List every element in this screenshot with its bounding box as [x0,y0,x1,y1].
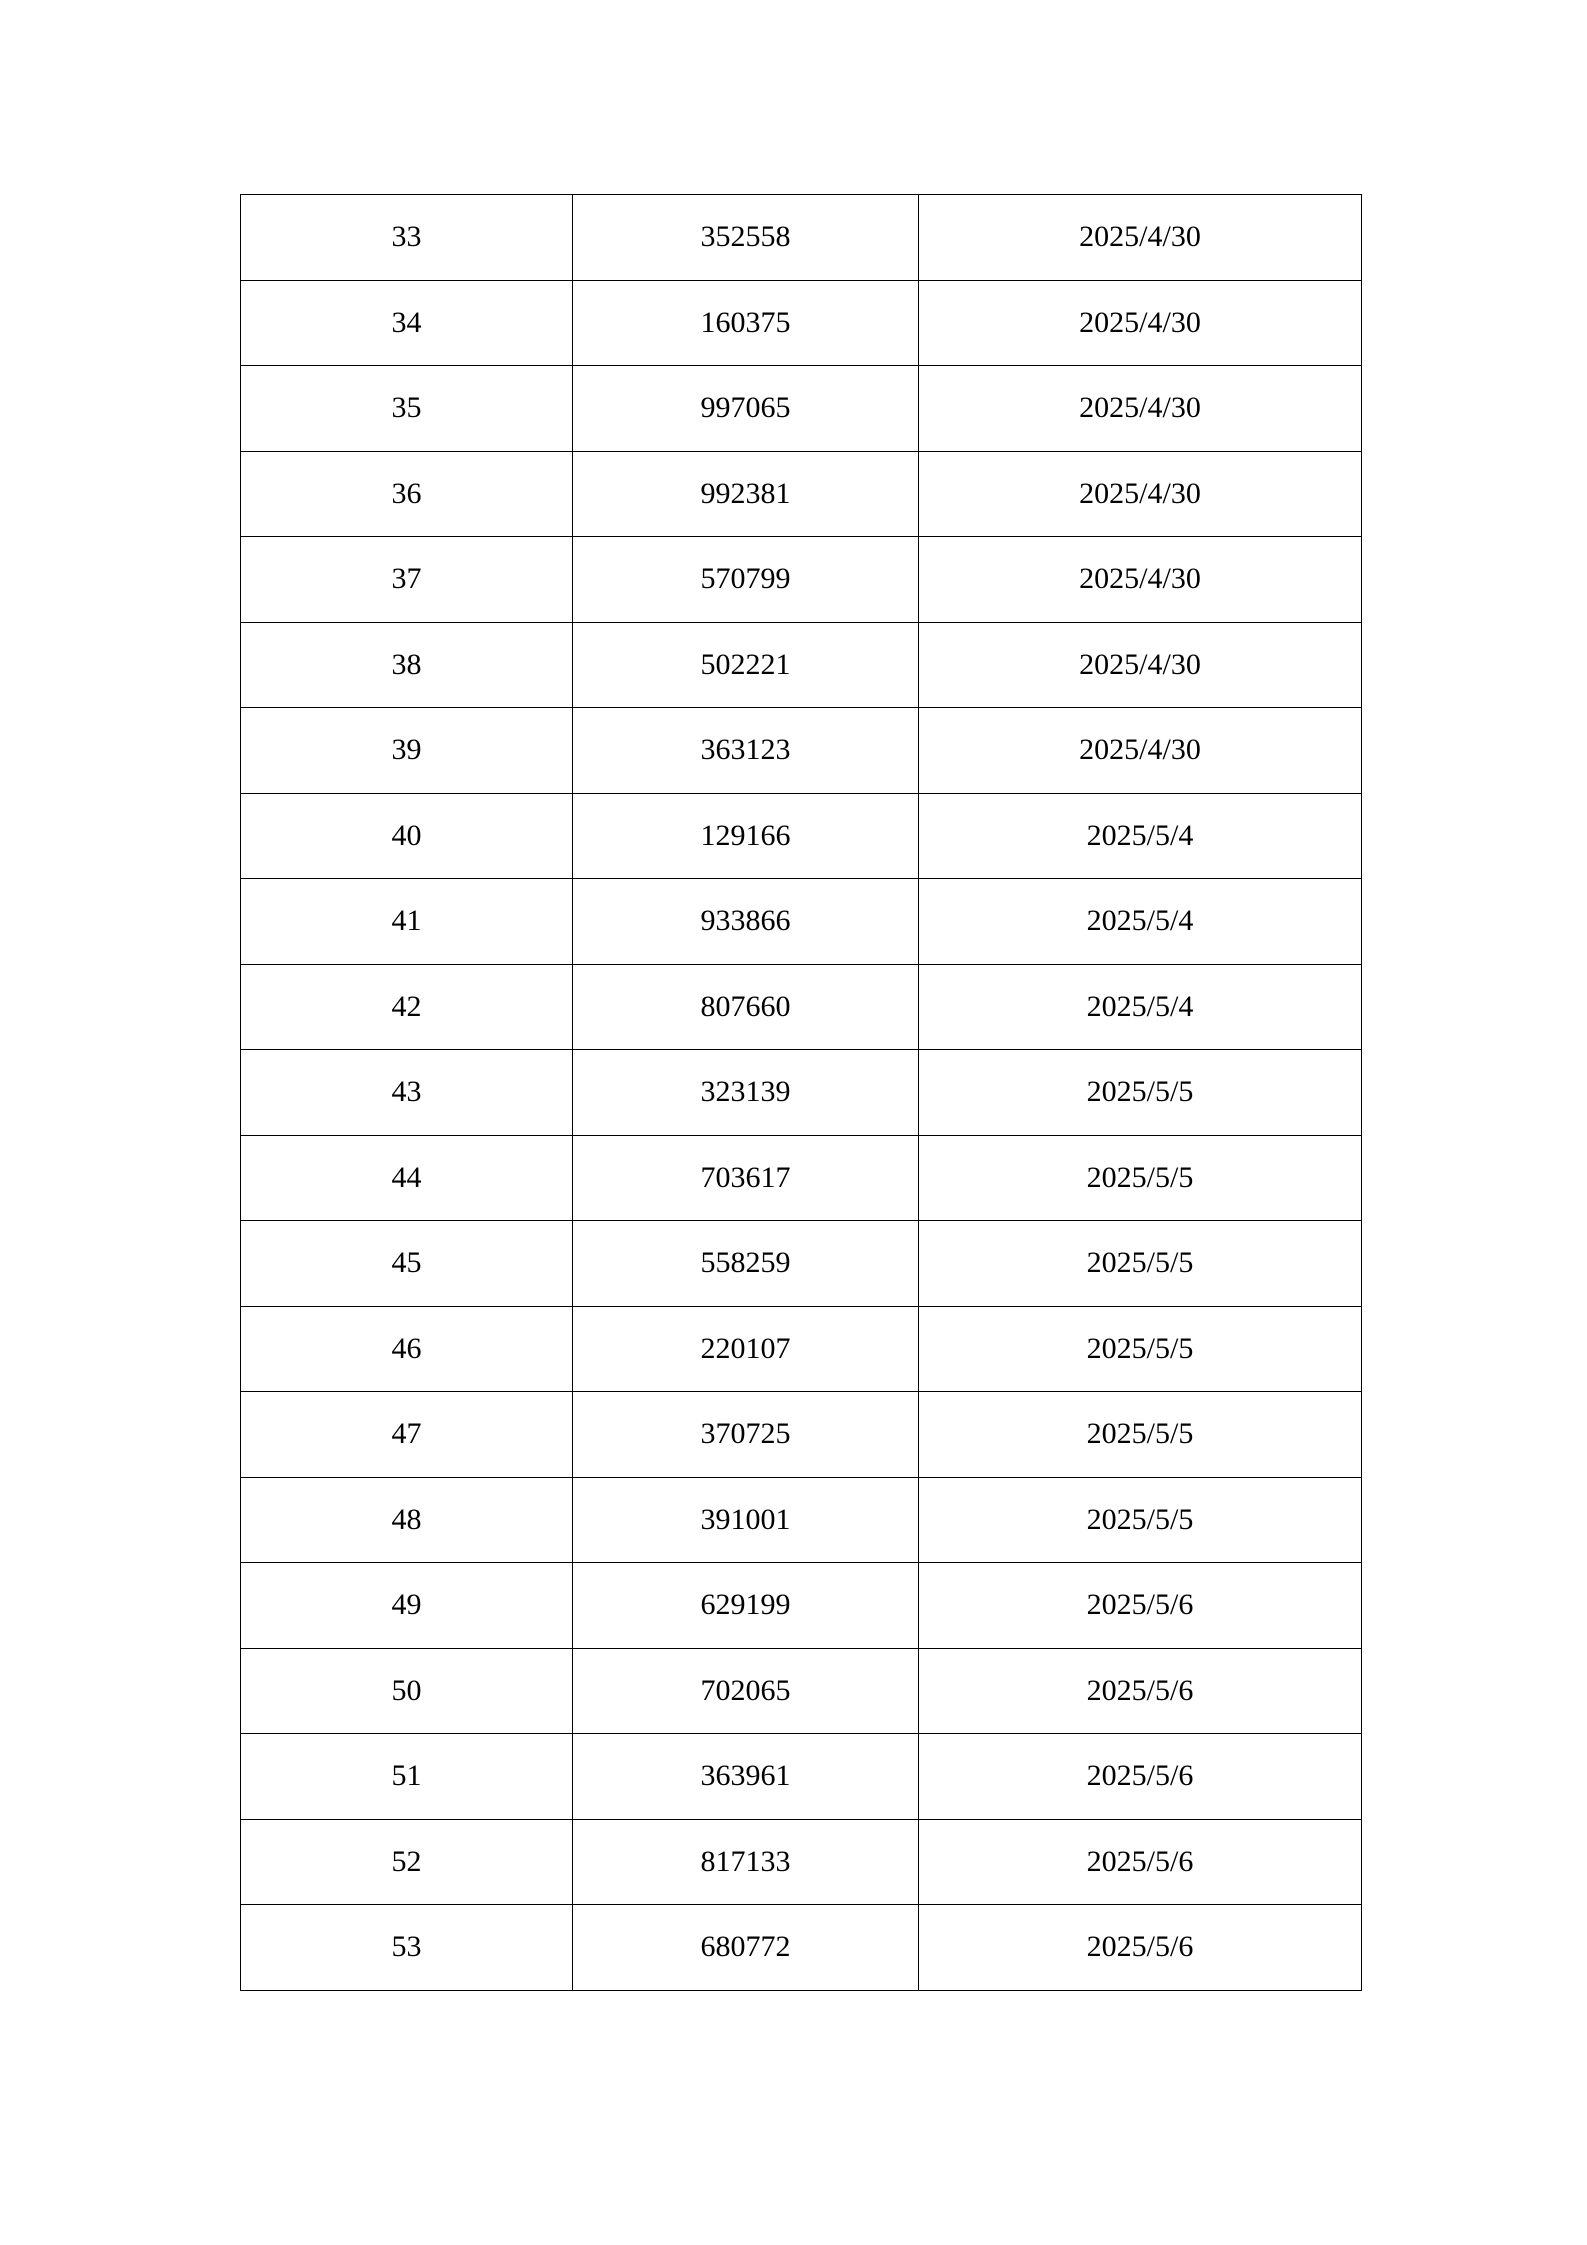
date-cell: 2025/5/5 [919,1477,1362,1563]
code-cell: 680772 [573,1905,919,1991]
table-row [241,622,1362,708]
table-row [241,280,1362,366]
table-row [241,1050,1362,1136]
date-cell: 2025/4/30 [919,622,1362,708]
table-row [241,1477,1362,1563]
row-number-cell: 41 [241,879,573,965]
code-cell: 629199 [573,1563,919,1649]
code-cell: 992381 [573,451,919,537]
row-number-cell: 36 [241,451,573,537]
date-cell: 2025/5/5 [919,1135,1362,1221]
table-row [241,1819,1362,1905]
date-cell: 2025/5/4 [919,964,1362,1050]
row-number-cell: 44 [241,1135,573,1221]
code-cell: 363961 [573,1734,919,1820]
table-row [241,1392,1362,1478]
table-row [241,1734,1362,1820]
date-cell: 2025/5/6 [919,1819,1362,1905]
code-cell: 702065 [573,1648,919,1734]
date-cell: 2025/5/5 [919,1221,1362,1307]
row-number-cell: 53 [241,1905,573,1991]
code-cell: 933866 [573,879,919,965]
code-cell: 558259 [573,1221,919,1307]
row-number-cell: 48 [241,1477,573,1563]
code-cell: 703617 [573,1135,919,1221]
row-number-cell: 46 [241,1306,573,1392]
code-cell: 502221 [573,622,919,708]
table-row [241,1135,1362,1221]
row-number-cell: 40 [241,793,573,879]
date-cell: 2025/5/6 [919,1648,1362,1734]
date-cell: 2025/4/30 [919,280,1362,366]
row-number-cell: 51 [241,1734,573,1820]
row-number-cell: 34 [241,280,573,366]
date-cell: 2025/5/6 [919,1563,1362,1649]
date-cell: 2025/5/4 [919,793,1362,879]
code-cell: 570799 [573,537,919,623]
table-row [241,451,1362,537]
row-number-cell: 37 [241,537,573,623]
code-cell: 391001 [573,1477,919,1563]
data-table [240,194,1362,1991]
code-cell: 817133 [573,1819,919,1905]
date-cell: 2025/5/4 [919,879,1362,965]
table-row [241,879,1362,965]
row-number-cell: 52 [241,1819,573,1905]
date-cell: 2025/4/30 [919,708,1362,794]
date-cell: 2025/5/6 [919,1734,1362,1820]
code-cell: 129166 [573,793,919,879]
row-number-cell: 50 [241,1648,573,1734]
row-number-cell: 47 [241,1392,573,1478]
table-row [241,964,1362,1050]
table-row [241,1905,1362,1991]
code-cell: 997065 [573,366,919,452]
date-cell: 2025/5/6 [919,1905,1362,1991]
table-row [241,793,1362,879]
code-cell: 323139 [573,1050,919,1136]
row-number-cell: 39 [241,708,573,794]
code-cell: 160375 [573,280,919,366]
table-row [241,1563,1362,1649]
date-cell: 2025/5/5 [919,1392,1362,1478]
row-number-cell: 33 [241,195,573,281]
table-row [241,537,1362,623]
date-cell: 2025/4/30 [919,366,1362,452]
row-number-cell: 35 [241,366,573,452]
table-row [241,1221,1362,1307]
table-row [241,366,1362,452]
date-cell: 2025/5/5 [919,1306,1362,1392]
table-row [241,195,1362,281]
date-cell: 2025/4/30 [919,537,1362,623]
date-cell: 2025/5/5 [919,1050,1362,1136]
code-cell: 363123 [573,708,919,794]
code-cell: 220107 [573,1306,919,1392]
code-cell: 370725 [573,1392,919,1478]
row-number-cell: 38 [241,622,573,708]
row-number-cell: 43 [241,1050,573,1136]
code-cell: 352558 [573,195,919,281]
date-cell: 2025/4/30 [919,195,1362,281]
row-number-cell: 42 [241,964,573,1050]
code-cell: 807660 [573,964,919,1050]
row-number-cell: 49 [241,1563,573,1649]
row-number-cell: 45 [241,1221,573,1307]
table-row [241,1648,1362,1734]
table-row [241,708,1362,794]
date-cell: 2025/4/30 [919,451,1362,537]
table-row [241,1306,1362,1392]
table-body [241,195,1362,1991]
